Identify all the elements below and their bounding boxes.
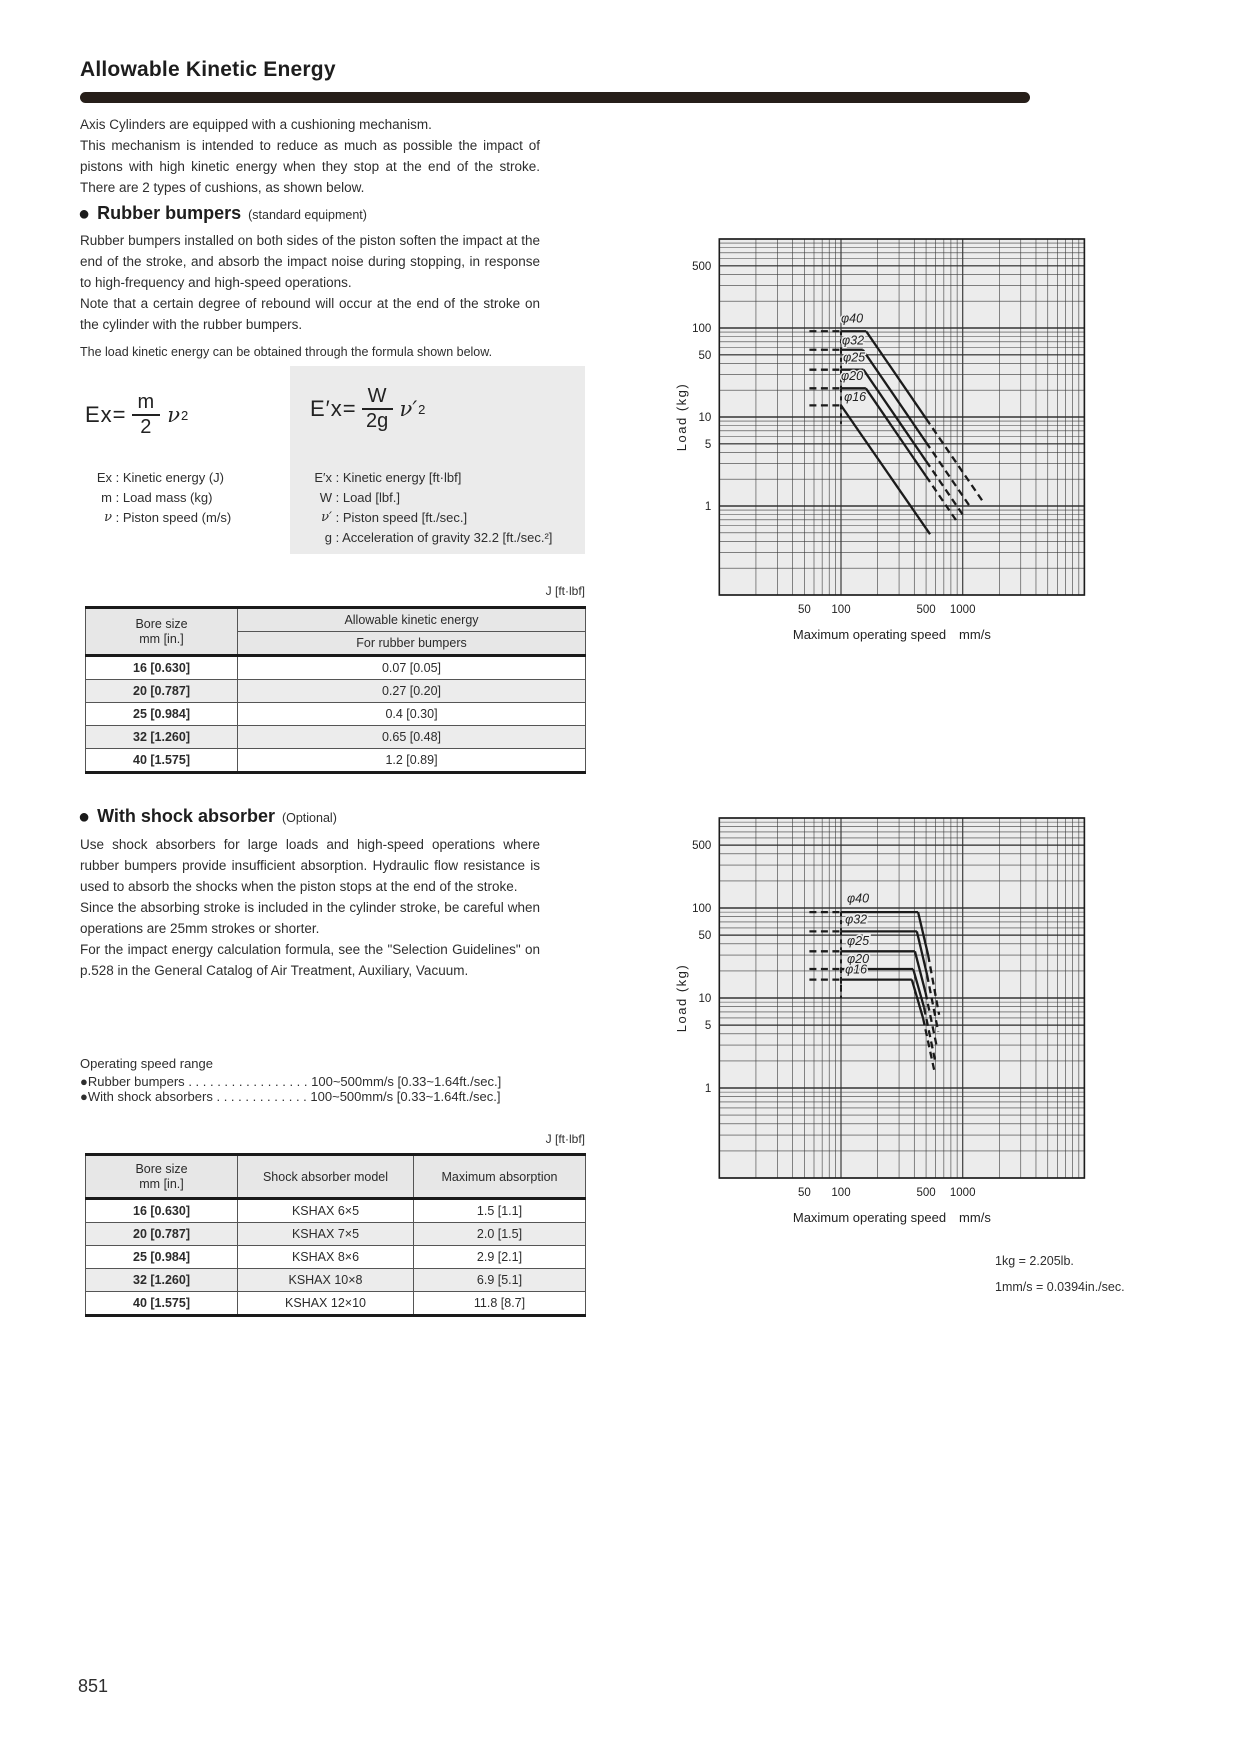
formula-imp-numerator: W <box>362 386 393 410</box>
table1-unit-label: J [ft·lbf] <box>545 584 585 598</box>
legend-row: ν : Piston speed (m/s) <box>104 510 232 525</box>
svg-text:5: 5 <box>704 438 712 451</box>
series-label: φ16 <box>845 962 868 977</box>
rubber-heading-text: Rubber bumpers <box>97 203 242 223</box>
intro-line-1: Axis Cylinders are equipped with a cushioning mechanism. <box>80 117 432 132</box>
page-title: Allowable Kinetic Energy <box>80 58 336 81</box>
table-row: 40 [1.575] KSHAX 12×10 11.8 [8.7] <box>86 1292 586 1316</box>
svg-text:50: 50 <box>698 930 712 943</box>
formula-imp-variable: ν′ <box>399 397 418 421</box>
table1-col2-subheader: For rubber bumpers <box>238 632 586 656</box>
svg-text:10: 10 <box>698 412 712 424</box>
table2-unit-label: J [ft·lbf] <box>545 1132 585 1146</box>
svg-text:1: 1 <box>704 501 712 513</box>
legend-row: g : Acceleration of gravity 32.2 [ft./sec.²] <box>324 530 553 545</box>
svg-text:1: 1 <box>704 1083 712 1095</box>
table1-col1-header: Bore size mm [in.] <box>86 608 238 656</box>
formula-si <box>85 392 188 438</box>
table1-col2-header: Allowable kinetic energy <box>238 608 586 632</box>
svg-text:50: 50 <box>797 1187 811 1199</box>
conversion-mms: 1mm/s = 0.0394in./sec. <box>995 1280 1125 1294</box>
series-label: φ25 <box>843 350 866 365</box>
legend-row: ν′ : Piston speed [ft./sec.] <box>321 510 468 525</box>
shock-section-body <box>80 834 540 981</box>
table-row: 25 [0.984] KSHAX 8×6 2.9 [2.1] <box>86 1246 586 1269</box>
shock-section-heading <box>78 806 337 827</box>
table2-col1-header: Bore size mm [in.] <box>86 1155 238 1199</box>
formula-imperial <box>310 386 425 432</box>
rubber-section-heading <box>78 203 367 224</box>
series-label: φ32 <box>842 333 865 348</box>
svg-text:1000: 1000 <box>949 604 976 616</box>
rubber-section-body <box>80 230 540 335</box>
list-bullet-icon: ● <box>80 1089 88 1104</box>
svg-text:50: 50 <box>698 349 712 362</box>
svg-text:100: 100 <box>831 1187 851 1199</box>
legend-row: E′x : Kinetic energy [ft·lbf] <box>314 470 462 485</box>
formula-intro: The load kinetic energy can be obtained through the formula shown below. <box>80 345 493 359</box>
section-bullet-icon: ● <box>78 202 91 225</box>
table-row: 16 [0.630] KSHAX 6×5 1.5 [1.1] <box>86 1199 586 1223</box>
table-row: 16 [0.630] 0.07 [0.05] <box>86 656 586 680</box>
svg-text:500: 500 <box>692 260 712 273</box>
y-axis-label: Load (kg) <box>674 963 689 1033</box>
list-bullet-icon: ● <box>80 1074 88 1089</box>
formula-si-lhs: Ex= <box>85 402 127 427</box>
dot-leader: . . . . . . . . . . . . . . . . . <box>188 1074 308 1089</box>
table-row: 32 [1.260] 0.65 [0.48] <box>86 726 586 749</box>
shock-body-1: Use shock absorbers for large loads and high-speed operations where rubber bumpers provide insufficient absorption. Hydraulic flow resistance is used to absorb the shocks when the piston stops at the end of the stroke. <box>80 837 540 894</box>
formula-imp-exponent: 2 <box>418 401 426 417</box>
svg-text:50: 50 <box>797 604 811 616</box>
table-row: 40 [1.575] 1.2 [0.89] <box>86 749 586 773</box>
svg-text:1000: 1000 <box>949 1187 976 1199</box>
shock-heading-note: (Optional) <box>281 811 337 825</box>
legend-row: Ex : Kinetic energy (J) <box>96 470 224 485</box>
svg-text:500: 500 <box>692 840 712 853</box>
rubber-body-1: Rubber bumpers installed on both sides of the piston soften the impact at the end of the stroke, and absorb the impact noise during stopping, in response to high-frequency and high-speed operations. <box>80 233 540 290</box>
series-label: φ40 <box>846 891 870 906</box>
page-number: 851 <box>78 1676 109 1696</box>
shock-heading-text: With shock absorber <box>97 806 275 826</box>
rubber-heading-note: (standard equipment) <box>248 208 367 222</box>
table-row: 20 [0.787] 0.27 [0.20] <box>86 680 586 703</box>
unit-conversion-notes <box>995 1248 1125 1300</box>
formula-si-numerator: m <box>132 392 161 416</box>
svg-text:5: 5 <box>704 1020 712 1033</box>
rubber-bumpers-load-speed-chart <box>630 228 1100 656</box>
series-label: φ32 <box>845 912 868 927</box>
formula-si-exponent: 2 <box>180 407 189 423</box>
rubber-body-2: Note that a certain degree of rebound will occur at the end of the stroke on the cylinder with the rubber bumpers. <box>80 296 540 332</box>
series-label: φ16 <box>844 389 867 404</box>
formula-imp-lhs: E′x= <box>310 396 357 421</box>
formula-si-variable: ν <box>167 403 180 427</box>
section-bullet-icon: ● <box>78 805 91 828</box>
operating-speed-item: ●Rubber bumpers . . . . . . . . . . . . . . . . . 100~500mm/s [0.33~1.64ft./sec.] <box>80 1074 502 1089</box>
series-label: φ25 <box>846 933 870 948</box>
table2-col3-header: Maximum absorption <box>414 1155 586 1199</box>
table2-col2-header: Shock absorber model <box>238 1155 414 1199</box>
legend-row: m : Load mass (kg) <box>101 490 213 505</box>
shock-absorber-load-speed-chart <box>630 808 1100 1238</box>
operating-speed-title: Operating speed range <box>80 1056 213 1071</box>
dot-leader: . . . . . . . . . . . . . <box>216 1089 307 1104</box>
rubber-bumper-energy-table <box>85 606 586 774</box>
x-axis-label: Maximum operating speed mm/s <box>792 1210 991 1225</box>
y-axis-label: Load (kg) <box>674 382 689 452</box>
table-row: 32 [1.260] KSHAX 10×8 6.9 [5.1] <box>86 1269 586 1292</box>
formula-si-denominator: 2 <box>140 416 152 438</box>
svg-text:100: 100 <box>692 323 712 335</box>
intro-line-2: This mechanism is intended to reduce as much as possible the impact of pistons with high kinetic energy when they stop at the end of the stroke. There are 2 types of cushions, as shown below. <box>80 138 540 195</box>
table-row: 25 [0.984] 0.4 [0.30] <box>86 703 586 726</box>
svg-text:100: 100 <box>692 903 712 915</box>
series-label: φ40 <box>841 311 864 326</box>
table-row: 20 [0.787] KSHAX 7×5 2.0 [1.5] <box>86 1223 586 1246</box>
svg-text:10: 10 <box>698 993 712 1005</box>
formula-imp-denominator: 2g <box>365 410 389 432</box>
operating-speed-item: ●With shock absorbers . . . . . . . . . . . . . 100~500mm/s [0.33~1.64ft./sec.] <box>80 1089 501 1104</box>
svg-text:500: 500 <box>916 1187 936 1199</box>
series-label: φ20 <box>846 951 870 966</box>
intro-paragraph <box>80 114 540 198</box>
svg-text:500: 500 <box>916 604 936 616</box>
shock-absorber-table <box>85 1153 586 1317</box>
shock-body-3: For the impact energy calculation formula, see the "Selection Guidelines" on p.528 in the General Catalog of Air Treatment, Auxiliary, Vacuum. <box>80 942 540 978</box>
x-axis-label: Maximum operating speed mm/s <box>792 627 991 642</box>
legend-row: W : Load [lbf.] <box>319 490 400 505</box>
series-label: φ20 <box>841 369 864 384</box>
conversion-kg: 1kg = 2.205lb. <box>995 1254 1074 1268</box>
title-rule <box>80 92 1030 103</box>
operating-speed-range <box>80 1056 501 1104</box>
legend-imperial <box>302 468 552 548</box>
shock-body-2: Since the absorbing stroke is included in the cylinder stroke, be careful when operations are 25mm strokes or shorter. <box>80 900 540 936</box>
legend-si <box>82 468 231 528</box>
svg-text:100: 100 <box>831 604 851 616</box>
